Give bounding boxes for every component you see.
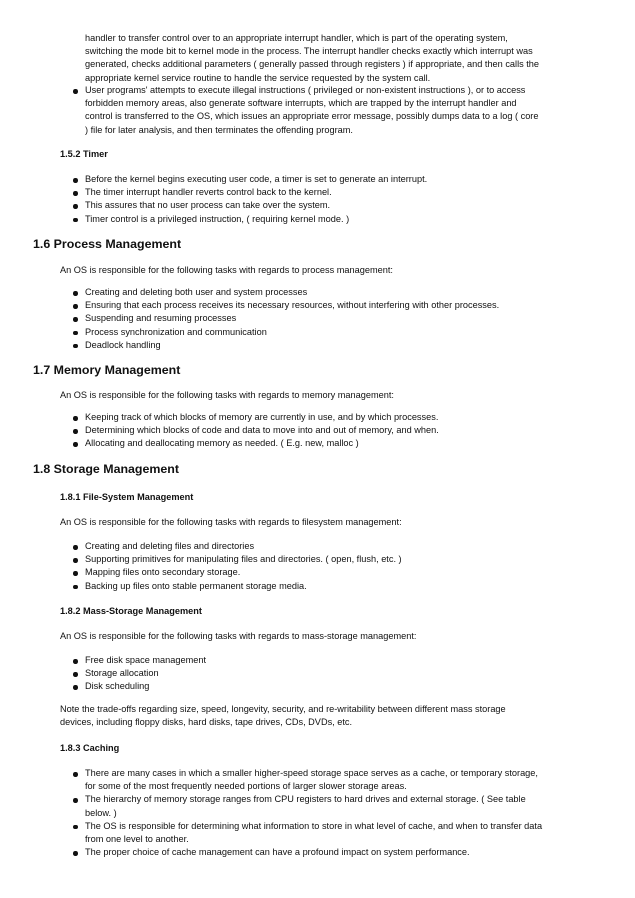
bullet-icon <box>73 89 78 94</box>
bullet-icon <box>73 416 78 421</box>
text-line: generated, checks additional parameters ( generally passed through registers ) if appropriate, and then calls the <box>85 59 540 70</box>
text-line: User programs' attempts to execute illegal instructions ( privileged or non-existent instructions ), or to access <box>85 85 526 95</box>
list-item <box>85 820 580 846</box>
paragraph: An OS is responsible for the following tasks with regards to filesystem management: <box>60 517 402 527</box>
text-line: control is transferred to the OS, which issues an appropriate error message, possibly dumps data to a log ( core <box>85 111 539 122</box>
list-item <box>85 424 580 437</box>
list-item <box>85 437 580 450</box>
text-line: forbidden memory areas, also generate software interrupts, which are trapped by the interrupt handler and <box>85 98 517 109</box>
list-item <box>85 667 580 680</box>
bullet-icon <box>73 851 78 856</box>
bullet-icon <box>73 178 78 183</box>
list-item-text: Supporting primitives for manipulating files and directories. ( open, flush, etc. ) <box>85 554 402 565</box>
text-line: There are many cases in which a smaller higher-speed storage space serves as a cache, or temporary storage, <box>85 768 538 778</box>
text-line: ) file for later analysis, and then terminates the offending program. <box>85 124 353 135</box>
bullet-icon <box>73 672 78 677</box>
text-line: switching the mode bit to kernel mode in the process. The interrupt handler checks exactly which interrupt was <box>85 46 533 57</box>
list-item <box>85 213 580 226</box>
list-item <box>85 199 580 212</box>
list-item <box>85 411 580 424</box>
text-line: appropriate kernel service routine to handle the service requested by the system call. <box>85 72 431 83</box>
bullet-icon <box>73 798 78 803</box>
list-item-text: Ensuring that each process receives its necessary resources, without interfering with other processes. <box>85 300 500 311</box>
note-paragraph <box>60 703 590 729</box>
list-item <box>85 846 580 859</box>
list-item-text: Determining which blocks of code and data to move into and out of memory, and when. <box>85 425 439 436</box>
bullet-list <box>85 173 580 226</box>
bullet-icon <box>73 558 78 563</box>
subsection-heading: 1.8.3 Caching <box>60 743 120 753</box>
list-item <box>85 299 580 312</box>
bullet-icon <box>73 344 78 349</box>
list-item-text: Storage allocation <box>85 668 159 679</box>
list-item-text: Mapping files onto secondary storage. <box>85 567 241 578</box>
list-item-text: This assures that no user process can take over the system. <box>85 200 331 211</box>
list-item-text: The timer interrupt handler reverts control back to the kernel. <box>85 187 332 198</box>
text-line: handler to transfer control over to an appropriate interrupt handler, which is part of the operating system, <box>85 33 508 43</box>
list-item <box>85 767 580 793</box>
subsection-heading: 1.5.2 Timer <box>60 149 108 159</box>
section-heading: 1.6 Process Management <box>33 237 182 251</box>
continued-paragraph <box>85 32 585 85</box>
bullet-icon <box>73 317 78 322</box>
list-item <box>85 540 580 553</box>
list-item <box>85 680 580 693</box>
list-item-text: Creating and deleting files and directories <box>85 541 255 551</box>
list-item <box>85 326 580 339</box>
list-item <box>85 339 580 352</box>
bullet-icon <box>73 204 78 209</box>
list-item <box>85 793 580 819</box>
list-item <box>85 173 580 186</box>
text-line: devices, including floppy disks, hard disks, tape drives, CDs, DVDs, etc. <box>60 717 353 728</box>
list-item-text: Before the kernel begins executing user code, a timer is set to generate an interrupt. <box>85 174 428 184</box>
bullet-icon <box>73 685 78 690</box>
bullet-list <box>85 540 580 593</box>
list-item <box>85 580 580 593</box>
text-line: The OS is responsible for determining what information to store in what level of cache, and when to transfer data <box>85 820 543 831</box>
list-item <box>85 186 580 199</box>
bullet-icon <box>73 825 78 830</box>
list-item <box>85 566 580 579</box>
list-item <box>85 84 580 137</box>
list-item <box>85 286 580 299</box>
text-line: The hierarchy of memory storage ranges from CPU registers to hard drives and external storage. ( See table <box>85 794 526 805</box>
bullet-icon <box>73 191 78 196</box>
text-line: Note the trade-offs regarding size, speed, longevity, security, and re-writability between different mass storage <box>60 704 506 714</box>
bullet-icon <box>73 545 78 550</box>
list-item <box>85 312 580 325</box>
paragraph: An OS is responsible for the following tasks with regards to process management: <box>60 265 393 275</box>
bullet-icon <box>73 571 78 576</box>
bullet-icon <box>73 304 78 309</box>
paragraph: An OS is responsible for the following tasks with regards to memory management: <box>60 390 394 400</box>
bullet-icon <box>73 218 78 223</box>
bullet-list <box>85 286 580 352</box>
bullet-list <box>85 84 580 137</box>
list-item-text: Process synchronization and communication <box>85 326 267 337</box>
paragraph: An OS is responsible for the following tasks with regards to mass-storage management: <box>60 631 417 641</box>
list-item-text: Free disk space management <box>85 655 207 665</box>
bullet-list <box>85 654 580 694</box>
text-line: from one level to another. <box>85 834 189 845</box>
bullet-icon <box>73 659 78 664</box>
bullet-list <box>85 411 580 451</box>
list-item-text: Timer control is a privileged instruction, ( requiring kernel mode. ) <box>85 213 350 224</box>
list-item <box>85 553 580 566</box>
list-item-text: Keeping track of which blocks of memory are currently in use, and by which processes. <box>85 412 439 422</box>
text-line: for some of the most frequently needed portions of larger slower storage areas. <box>85 781 407 792</box>
text-line: The proper choice of cache management can have a profound impact on system performance. <box>85 847 470 858</box>
bullet-icon <box>73 331 78 336</box>
bullet-icon <box>73 429 78 434</box>
list-item-text: Disk scheduling <box>85 681 150 692</box>
list-item-text: Creating and deleting both user and system processes <box>85 287 308 297</box>
list-item-text: Backing up files onto stable permanent storage media. <box>85 580 307 591</box>
subsection-heading: 1.8.2 Mass-Storage Management <box>60 606 202 616</box>
bullet-icon <box>73 772 78 777</box>
bullet-icon <box>73 585 78 590</box>
list-item-text: Deadlock handling <box>85 339 161 350</box>
section-heading: 1.8 Storage Management <box>33 462 179 476</box>
list-item-text: Allocating and deallocating memory as needed. ( E.g. new, malloc ) <box>85 438 359 449</box>
subsection-heading: 1.8.1 File-System Management <box>60 492 194 502</box>
bullet-icon <box>73 291 78 296</box>
bullet-icon <box>73 442 78 447</box>
section-heading: 1.7 Memory Management <box>33 363 181 377</box>
text-line: below. ) <box>85 807 117 818</box>
bullet-list <box>85 767 580 859</box>
list-item <box>85 654 580 667</box>
list-item-text: Suspending and resuming processes <box>85 313 237 324</box>
